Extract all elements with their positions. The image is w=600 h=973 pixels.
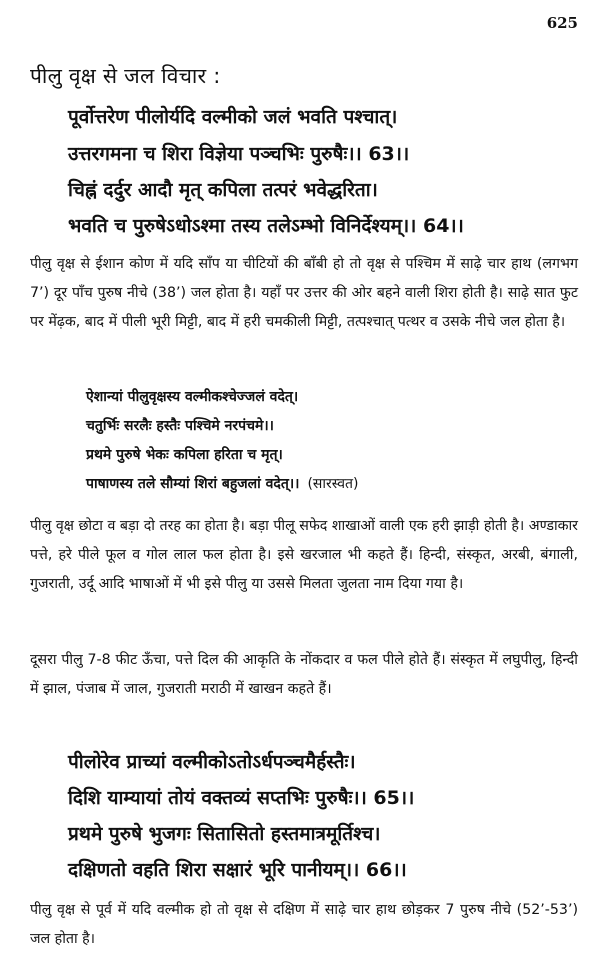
verse-line: पीलोरेव प्राच्यां वल्मीकोऽतोऽर्धपञ्चमैर्हस्तैः। — [68, 751, 356, 773]
verse-line: दक्षिणतो वहति शिरा सक्षारं भूरि पानीयम्।। 66।। — [68, 859, 407, 881]
verse-line: पूर्वोत्तरेण पीलोर्यदि वल्मीको जलं भवति पश्चात्। — [68, 106, 398, 128]
quote-source: (सारस्वत) — [307, 476, 359, 492]
verse-line: उत्तरगमना च शिरा विज्ञेया पञ्चभिः पुरुषैः।। 63।। — [68, 143, 410, 165]
quote-line: ऐशान्यां पीलुवृक्षस्य वल्मीकश्चेज्जलं वदेत्। — [86, 389, 299, 405]
quote-line: चतुर्भिः सरलैः हस्तैः पश्चिमे नरपंचमे।। — [86, 418, 274, 434]
paragraph-text: पीलु वृक्ष से पूर्व में यदि वल्मीक हो तो वृक्ष से दक्षिण में साढ़े चार हाथ छोड़कर 7 पुरुष नीचे (52’-53’) जल होता है। — [30, 902, 578, 947]
verse-line: भवति च पुरुषेऽधोऽश्मा तस्य तलेऽम्भो विनिर्देश्यम्।। 64।। — [68, 215, 464, 237]
verse-line: प्रथमे पुरुषे भुजगः सितासितो हस्तमात्रमूर्तिश्च। — [68, 823, 381, 845]
paragraph-text: दूसरा पीलु 7-8 फीट ऊँचा, पत्ते दिल की आकृति के नोंकदार व फल पीले होते हैं। संस्कृत में लघुपीलु, हिन्दी में झाल, पंजाब में जाल, गुजराती मराठी में खाखन कहते हैं। — [30, 652, 578, 697]
paragraph-description — [30, 512, 578, 599]
quote-line — [86, 474, 358, 493]
quote-line: प्रथमे पुरुषे भेकः कपिला हरिता च मृत्। — [86, 447, 283, 463]
verse-line: दिशि याम्यायां तोयं वक्तव्यं सप्तभिः पुरुषैः।। 65।। — [68, 787, 415, 809]
paragraph-second-variety — [30, 646, 578, 704]
page-number: 625 — [546, 14, 578, 32]
paragraph-explanation-2 — [30, 896, 578, 954]
section-heading: पीलु वृक्ष से जल विचार : — [30, 64, 221, 88]
paragraph-text: पीलु वृक्ष से ईशान कोण में यदि साँप या चीटियों की बाँबी हो तो वृक्ष से पश्चिम में साढ़े चार हाथ (लगभग 7’) दूर पाँच पुरुष नीचे (38’) जल होता है। यहाँ पर उत्तर की ओर बहने वाली शिरा होती है। साढ़े सात फुट पर मेंढ़क, बाद में पीली भूरी मिट्टी, बाद में हरी चमकीली मिट्टी, तत्पश्चात्‌ पत्थर व उसके नीचे जल होता है। — [30, 256, 578, 330]
verse-line: चिह्नं दर्दुर आदौ मृत्‌ कपिला तत्परं भवेद्धरिता। — [68, 179, 378, 201]
paragraph-text: पीलु वृक्ष छोटा व बड़ा दो तरह का होता है। बड़ा पीलू सफेद शाखाओं वाली एक हरी झाड़ी होती है। अण्डाकार पत्ते, हरे पीले फूल व गोल लाल फल होता है। इसे खरजाल भी कहते हैं। हिन्दी, संस्कृत, अरबी, बंगाली, गुजराती, उर्दू आदि भाषाओं में भी इसे पीलु या उससे मिलता जुलता नाम दिया गया है। — [30, 518, 578, 592]
paragraph-explanation-1 — [30, 250, 578, 337]
quote-text: पाषाणस्य तले सौम्यां शिरां बहुजलां वदेत्।। — [86, 476, 300, 492]
